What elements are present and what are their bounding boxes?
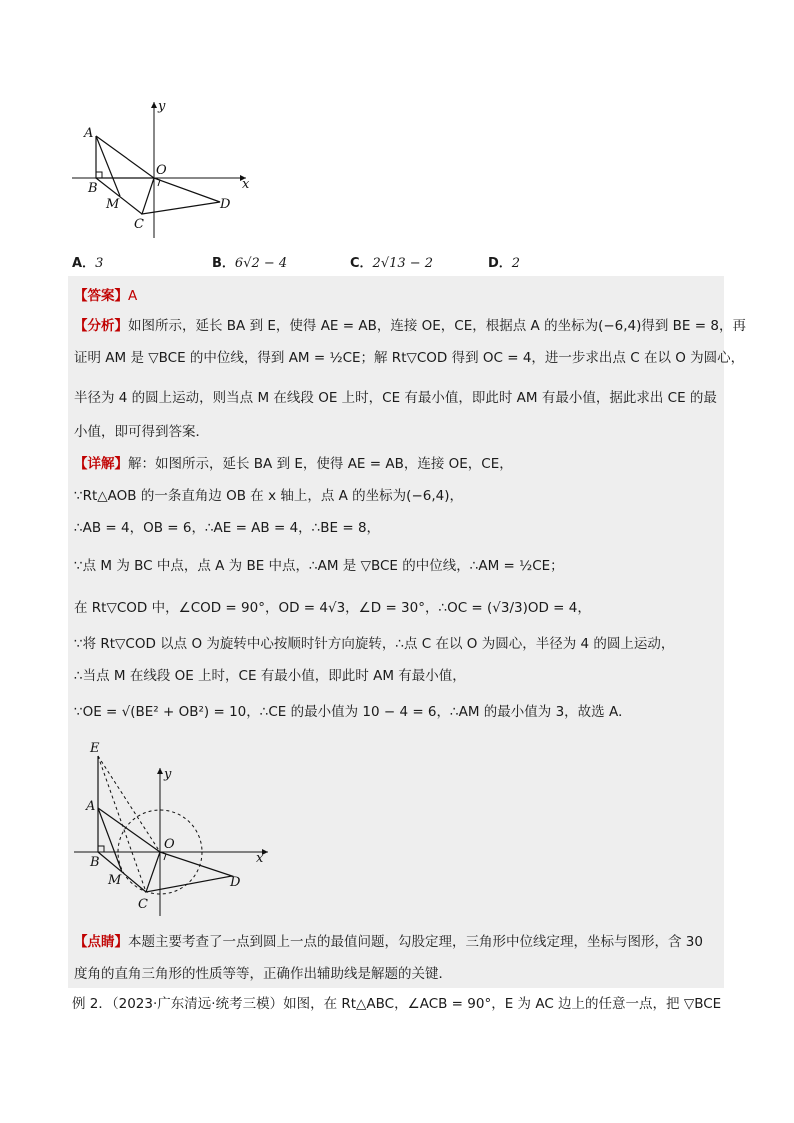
label-y-2: y <box>164 767 172 782</box>
geometry-figure-bottom <box>70 734 280 920</box>
detail-line-6: ∵将 Rt▽COD 以点 O 为旋转中心按顺时针方向旋转，∴点 C 在以 O 为圆心，半径为 4 的圆上运动， <box>74 636 675 652</box>
label-A: A <box>84 126 94 141</box>
detail-line-4: ∵点 M 为 BC 中点，点 A 为 BE 中点，∴AM 是 ▽BCE 的中位线，∴AM = ½CE； <box>74 558 564 574</box>
label-D-2: D <box>230 875 241 890</box>
answer-line: 【答案】A <box>74 288 138 304</box>
label-O: O <box>156 163 167 178</box>
label-M-2: M <box>108 873 122 888</box>
answer-choices <box>72 252 732 272</box>
label-A-2: A <box>86 799 96 814</box>
analysis-line-2: 证明 AM 是 ▽BCE 的中位线，得到 AM = ½CE；解 Rt▽COD 得到 OC = 4，进一步求出点 C 在以 O 为圆心， <box>74 350 745 366</box>
choice-c[interactable]: C．2√13 − 2 <box>350 256 434 271</box>
choice-b[interactable]: B．6√2 − 4 <box>212 256 288 271</box>
comment-line-1: 【点睛】本题主要考查了一点到圆上一点的最值问题，勾股定理，三角形中位线定理，坐标与图形，含 30 <box>74 934 703 950</box>
comment-line-2: 度角的直角三角形的性质等等，正确作出辅助线是解题的关键． <box>74 966 452 982</box>
label-x-2: x <box>256 851 264 866</box>
detail-line-7: ∴当点 M 在线段 OE 上时，CE 有最小值，即此时 AM 有最小值， <box>74 668 466 684</box>
label-M: M <box>106 197 120 212</box>
label-B-2: B <box>90 855 100 870</box>
analysis-line-4: 小值，即可得到答案． <box>74 424 209 440</box>
label-D: D <box>220 197 231 212</box>
analysis-line-1: 【分析】如图所示，延长 BA 到 E，使得 AE = AB，连接 OE，CE，根据点 A 的坐标为(−6,4)得到 BE = 8，再 <box>74 318 746 334</box>
label-E: E <box>90 741 100 756</box>
label-O-2: O <box>164 837 175 852</box>
geometry-figure-top <box>70 96 260 246</box>
segment-AO <box>98 808 160 852</box>
right-angle-B <box>96 172 102 178</box>
detail-line-3: ∴AB = 4，OB = 6，∴AE = AB = 4，∴BE = 8， <box>74 520 381 536</box>
choice-d[interactable]: D．2 <box>488 256 521 271</box>
next-example-line: 例 2．（2023·广东清远·统考三模）如图，在 Rt△ABC，∠ACB = 90°，E 为 AC 边上的任意一点，把 ▽BCE <box>72 996 722 1012</box>
triangle-COD-2 <box>146 852 232 892</box>
label-C-2: C <box>138 897 148 912</box>
dashed-EO <box>98 756 160 852</box>
detail-line-1: 【详解】解：如图所示，延长 BA 到 E，使得 AE = AB，连接 OE，CE， <box>74 456 513 472</box>
solution-box <box>68 276 746 988</box>
detail-line-2: ∵Rt△AOB 的一条直角边 OB 在 x 轴上，点 A 的坐标为(−6,4)， <box>74 488 463 504</box>
label-y: y <box>158 99 166 114</box>
detail-line-5: 在 Rt▽COD 中，∠COD = 90°，OD = 4√3，∠D = 30°，∴OC = (√3/3)OD = 4， <box>74 600 591 616</box>
label-x: x <box>242 177 250 192</box>
choice-a[interactable]: A．3 <box>72 256 104 271</box>
detail-line-8: ∵OE = √(BE² + OB²) = 10，∴CE 的最小值为 10 − 4 = 6，∴AM 的最小值为 3，故选 A． <box>74 704 632 720</box>
analysis-line-3: 半径为 4 的圆上运动，则当点 M 在线段 OE 上时，CE 有最小值，即此时 AM 有最小值，据此求出 CE 的最 <box>74 390 717 406</box>
right-angle-B-2 <box>98 846 104 852</box>
right-angle-O <box>154 178 160 186</box>
label-B: B <box>88 181 98 196</box>
label-C: C <box>134 217 144 232</box>
right-angle-O-2 <box>160 852 166 860</box>
